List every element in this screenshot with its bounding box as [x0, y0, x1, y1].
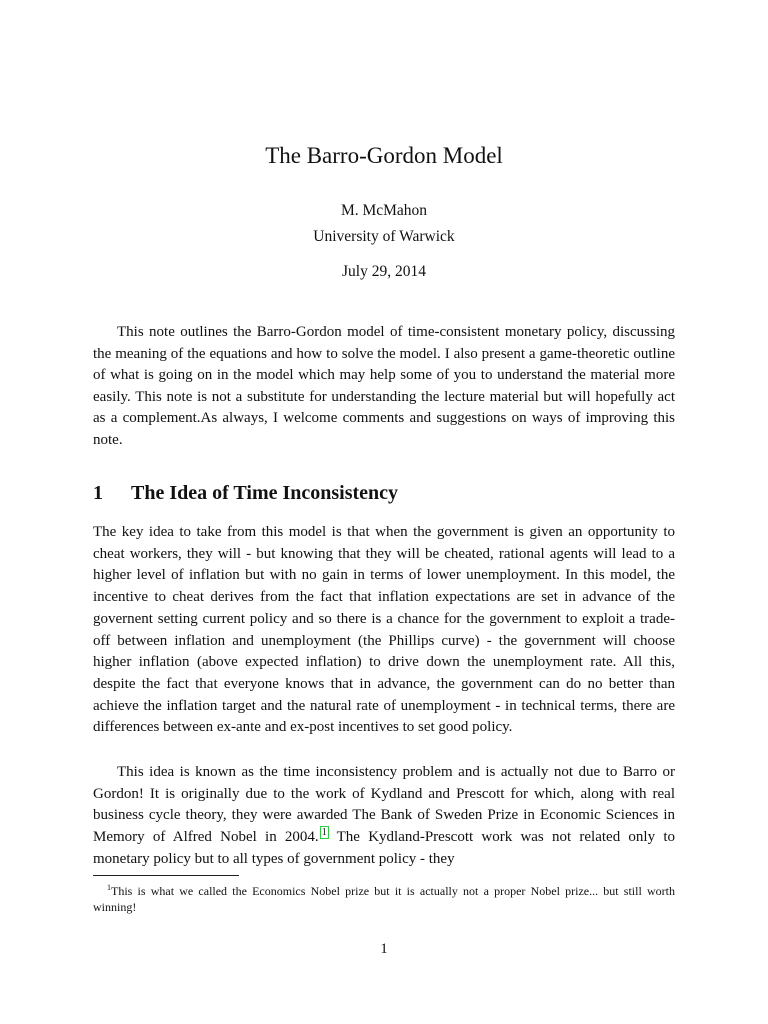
paper-title: The Barro-Gordon Model [265, 143, 503, 168]
author-affiliation: University of Warwick [313, 228, 455, 245]
section-heading [93, 482, 675, 505]
footnote [93, 880, 675, 915]
section-title: The Idea of Time Inconsistency [131, 482, 399, 504]
publication-date: July 29, 2014 [342, 263, 426, 280]
body-paragraph-2 [93, 762, 675, 871]
abstract-paragraph: This note outlines the Barro-Gordon model of time-consistent monetary policy, discussing the meaning of the equations and how to solve the model. I also present a game-theoretic outline of what is going on in the model which may help some of you to understand the material more easily. This note is not a substitute for understanding the lecture material but will hopefully act as a complement.As always, I welcome comments and suggestions on ways of improving this note. [93, 324, 675, 448]
footnote-divider [93, 875, 239, 876]
author-name: M. McMahon [340, 202, 428, 219]
footnote-number: 1 [107, 883, 111, 892]
page-number: 1 [380, 941, 388, 957]
body-paragraph-1: The key idea to take from this model is that when the government is given an opportunity to cheat workers, they will - but knowing that they will be cheated, rational agents will lead to a higher level of inflation but with no gain in terms of lower unemployment. In this model, the incentive to cheat derives from the fact that inflation expectations are set in advance of the governent setting current policy and so there is a chance for the government to exploit a trade-off between inflation and unemployment (the Phillips curve) - the government will choose higher inflation (above expected inflation) to drive down the unemployment rate. All this, despite the fact that everyone knows that in advance, the government can do no better than achieve the inflation target and the natural rate of unemployment - in technical terms, there are differences between ex-ante and ex-post incentives to set good policy. [93, 524, 675, 736]
paragraph-2-text-start: This idea is known as the time inconsistency problem and is actually not due to Barro or Gordon! It is originally due to the work of Kydland and Prescott for which, along with real business cycle theory, they were awarded The Bank of Sweden Prize in Economic Sciences in Memory of Alfred Nobel in 2004. [93, 764, 675, 846]
footnote-text: This is what we called the Economics Nobel prize but it is actually not a proper Nobel prize... but still worth winning! [93, 884, 675, 914]
section-number: 1 [93, 482, 103, 504]
footnote-link[interactable]: 1 [321, 827, 327, 839]
paragraph-2-text-end: The Kydland-Prescott work was not related only to monetary policy but to all types of government policy - they [93, 829, 675, 867]
